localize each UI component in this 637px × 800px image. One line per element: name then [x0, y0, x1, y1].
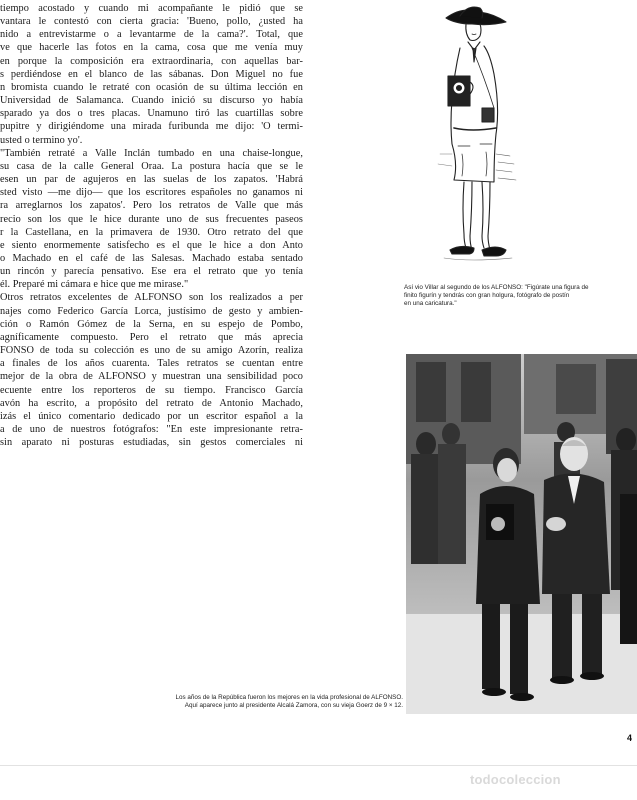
body-line: Otros retratos excelentes de ALFONSO son los realizados a per	[0, 292, 303, 304]
body-line: usted o termino yo'.	[0, 134, 83, 146]
body-line: n bromista cuando le retraté con ocasión de su última lección en	[0, 81, 303, 93]
body-line: sin aparato ni posturas estudiadas, sin gestos comerciales ni	[0, 437, 303, 449]
body-line: "También retraté a Valle Inclán tumbado en una chaise-longue,	[0, 147, 303, 159]
sketch-caption	[404, 284, 634, 307]
photo-caption	[103, 694, 403, 710]
body-line: Universidad de Salamanca. Cuando inició su discurso yo había	[0, 95, 303, 107]
body-line: tiempo acostado y cuando mi acompañante le pidió que se	[0, 3, 303, 14]
body-line: un rincón y parecía pensativo. Ese era el retrato que yo tenía	[0, 266, 303, 278]
caricature-illustration	[410, 4, 610, 276]
body-line: a finales de los años cuarenta. Tales retratos se cuentan entre	[0, 358, 303, 370]
body-line: najes como Federico García Lorca, justísimo de gesto y ambien-	[0, 305, 303, 317]
body-line: izás el único comentario dedicado por un escritor español a la	[0, 410, 303, 422]
photo-caption-line: Los años de la República fueron los mejores en la vida profesional de ALFONSO.	[175, 694, 403, 701]
body-line: FONSO de toda su colección es uno de su amigo Azorín, realiza	[0, 345, 303, 357]
body-line: recio son los que le hice durante uno de sus frecuentes paseos	[0, 213, 303, 225]
body-line: a de uno de nuestros fotógrafos: "En este impresionante retra-	[0, 424, 303, 435]
body-line: o Machado en el café de las Salesas. Machado estaba sentado	[0, 252, 303, 264]
body-line: en porque la composición era extraordinaria, con aquellas bar-	[0, 55, 303, 67]
sketch-caption-line: Así vio Villar al segundo de los ALFONSO: "Figúrate una figura de	[404, 284, 589, 291]
footer-divider	[0, 765, 637, 766]
body-line: mejor de la obra de ALFONSO y muestran una sensibilidad poco	[0, 371, 303, 383]
body-line: ecuente entre los reporteros de su tiempo. Francisco García	[0, 384, 303, 396]
sketch-caption-line: finito figurín y tendrás con gran holgura, fotógrafo de postín	[404, 291, 570, 299]
body-line: pupitre y dirigiéndome una mirada furibunda me dijo: 'O termi-	[0, 121, 303, 133]
body-line: avón ha escrito, a propósito del retrato de Antonio Machado,	[0, 397, 303, 409]
body-line: él. Preparé mi cámara e hice que me mirase."	[0, 279, 189, 291]
body-line: nido a entrevistarme o a levantarme de la cama?'. Total, que	[0, 29, 303, 41]
page-number: 4	[627, 733, 633, 743]
body-line: esen un par de agujeros en las suelas de los zapatos. 'Habrá	[0, 174, 303, 186]
body-line: sted visto —me dijo— que los escritores españoles no ganamos ni	[0, 187, 303, 199]
watermark-text: todocoleccion	[470, 772, 561, 787]
article-body	[0, 2, 303, 449]
body-line: e siento enormemente satisfecho es el que le hice a don Anto	[0, 239, 303, 251]
body-line: sparado ya dos o tres placas. Unamuno tiró las cuartillas sobre	[0, 108, 303, 120]
body-line: su casa de la calle General Oraa. La postura hacía que se le	[0, 160, 303, 172]
body-line: ra arreglarnos los zapatos'. Pero los retratos de Valle que más	[0, 200, 303, 212]
body-line: agníficamente compuesto. Pero el retrato que más aprecia	[0, 331, 303, 343]
body-line: s perdiéndose en el blanco de las sábanas. Don Miguel no fue	[0, 68, 303, 80]
body-line: vantara le contestó con cierta gracia: 'Bueno, pollo, ¿usted ha	[0, 16, 303, 28]
sketch-caption-line: en una caricatura."	[404, 299, 457, 307]
body-line: ción o Ramón Gómez de la Serna, en su espejo de Pombo,	[0, 318, 303, 330]
body-line: r la Castellana, en la primavera de 1930. Otro retrato del que	[0, 226, 303, 238]
photo-caption-line: Aquí aparece junto al presidente Alcalá Zamora, con su vieja Goerz de 9 × 12.	[184, 701, 403, 709]
body-line: ve que hacerle las fotos en la cama, cosa que me venía muy	[0, 42, 303, 54]
historical-photograph	[406, 354, 637, 714]
